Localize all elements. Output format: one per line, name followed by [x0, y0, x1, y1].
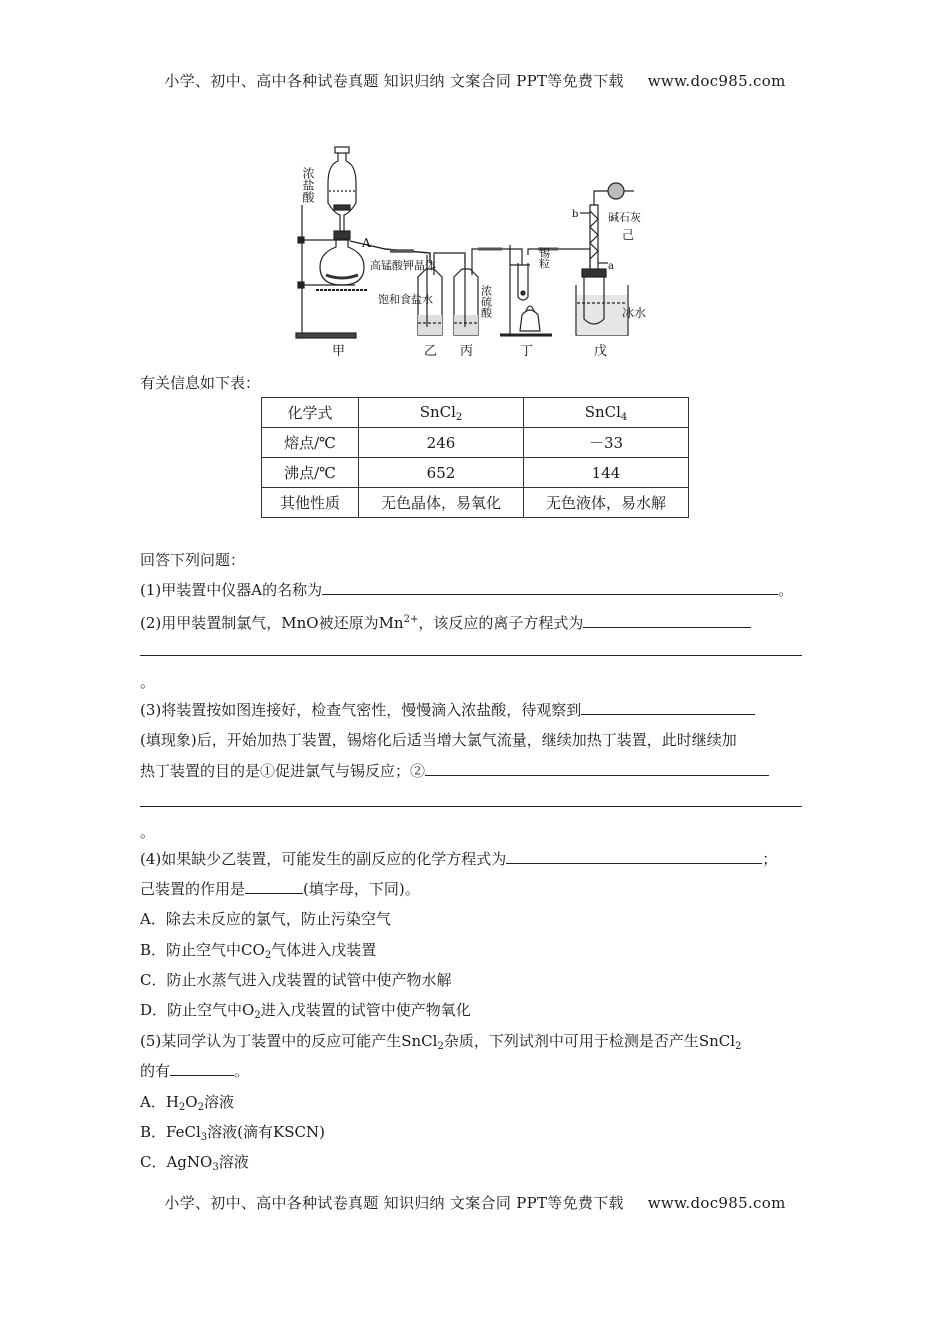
- label-ji: 己: [622, 228, 635, 242]
- label-nongyansuan: 浓盐酸: [301, 167, 315, 203]
- label-bing: 丙: [460, 344, 474, 359]
- question-4-line2: 己装置的作用是 (填字母，下同)。: [140, 880, 420, 898]
- answer-blank[interactable]: [583, 613, 751, 628]
- header-url[interactable]: www.doc985.com: [647, 72, 786, 90]
- table-cell: 沸点/℃: [262, 458, 359, 488]
- separatory-funnel: [328, 147, 356, 231]
- option-5A: A．$H_2O_2$溶液: [140, 1093, 234, 1113]
- table-row: [262, 428, 689, 458]
- label-bingshui: 冰水: [622, 306, 647, 320]
- answer-blank[interactable]: [322, 580, 778, 595]
- table-header-row: [262, 398, 689, 428]
- question-3-line2: (填现象)后，开始加热丁装置，锡熔化后适当增大氯气流量，继续加热丁装置，此时继续加: [140, 731, 737, 749]
- table-cell: SnCl$_4$: [524, 398, 689, 428]
- table-cell: 144: [524, 458, 689, 488]
- label-a: a: [608, 261, 614, 272]
- label-xili: 锡粒: [537, 247, 551, 269]
- table-cell: 其他性质: [262, 488, 359, 518]
- period-mark: 。: [140, 823, 156, 841]
- option-4D: D．防止空气中$O_2$进入戊装置的试管中使产物氧化: [140, 1001, 471, 1021]
- table-cell: 无色液体，易水解: [524, 488, 689, 518]
- label-kmno4: 高锰酸钾晶体: [370, 259, 436, 272]
- page-header: [0, 70, 950, 91]
- option-5B: B．FeCl$_3$溶液(滴有KSCN): [140, 1123, 325, 1143]
- table-cell: －33: [524, 428, 689, 458]
- header-text: 小学、初中、高中各种试卷真题 知识归纳 文案合同 PPT等免费下载: [164, 72, 624, 90]
- table-cell: 无色晶体，易氧化: [359, 488, 524, 518]
- label-A: A: [362, 236, 371, 250]
- beaker-wu: [576, 269, 628, 335]
- question-3-line1: (3)将装置按如图连接好，检查气密性，慢慢滴入浓盐酸，待观察到: [140, 700, 755, 720]
- question-4: (4)如果缺少乙装置，可能发生的副反应的化学方程式为 ；: [140, 850, 778, 868]
- answer-line[interactable]: [140, 806, 802, 807]
- answer-prompt: 回答下列问题：: [140, 551, 246, 569]
- table-row: [262, 458, 689, 488]
- option-4B: B．防止空气中$CO_2$气体进入戊装置: [140, 941, 377, 961]
- answer-blank[interactable]: [245, 879, 303, 894]
- table-cell: 熔点/℃: [262, 428, 359, 458]
- table-cell: 652: [359, 458, 524, 488]
- table-intro: 有关信息如下表：: [140, 374, 261, 392]
- answer-blank[interactable]: [170, 1061, 234, 1076]
- footer-url[interactable]: www.doc985.com: [647, 1194, 786, 1212]
- label-nongliusuan: 浓硫酸: [479, 285, 493, 318]
- condenser: [580, 183, 634, 269]
- apparatus-diagram: [290, 135, 670, 365]
- bottle-bing: [454, 255, 478, 335]
- table-cell: 246: [359, 428, 524, 458]
- answer-line[interactable]: [140, 655, 802, 656]
- footer-text: 小学、初中、高中各种试卷真题 知识归纳 文案合同 PPT等免费下载: [164, 1194, 624, 1212]
- answer-blank[interactable]: [425, 761, 769, 776]
- table-row: [262, 488, 689, 518]
- label-baohe: 饱和食盐水: [378, 293, 433, 306]
- question-5: (5)某同学认为丁装置中的反应可能产生SnCl$_2$杂质，下列试剂中可用于检测是否产生SnCl$_2$: [140, 1032, 742, 1052]
- question-3-line3: 热丁装置的目的是①促进氯气与锡反应；②: [140, 761, 769, 781]
- table-cell: SnCl$_2$: [359, 398, 524, 428]
- label-jia: 甲: [332, 344, 346, 359]
- question-1: (1)甲装置中仪器A的名称为 。: [140, 581, 794, 599]
- answer-blank[interactable]: [581, 700, 755, 715]
- label-wu: 戊: [594, 344, 608, 359]
- property-table: [261, 397, 689, 518]
- label-jianshihui: 碱石灰: [608, 211, 641, 224]
- option-4A: A．除去未反应的氯气，防止污染空气: [140, 910, 391, 928]
- label-b: b: [572, 209, 579, 220]
- question-5-line2: 的有 。: [140, 1062, 250, 1080]
- label-ding: 丁: [520, 344, 534, 359]
- stand-jia: [296, 205, 356, 338]
- table-cell: 化学式: [262, 398, 359, 428]
- question-2: (2)用甲装置制氯气，MnO被还原为$Mn^{2+}$，该反应的离子方程式为: [140, 610, 751, 633]
- page-footer: [0, 1192, 950, 1213]
- label-yi: 乙: [424, 344, 438, 359]
- option-5C: C．AgNO$_3$溶液: [140, 1153, 249, 1173]
- period-mark: 。: [140, 673, 156, 691]
- answer-blank[interactable]: [506, 849, 762, 864]
- option-4C: C．防止水蒸气进入戊装置的试管中使产物水解: [140, 971, 452, 989]
